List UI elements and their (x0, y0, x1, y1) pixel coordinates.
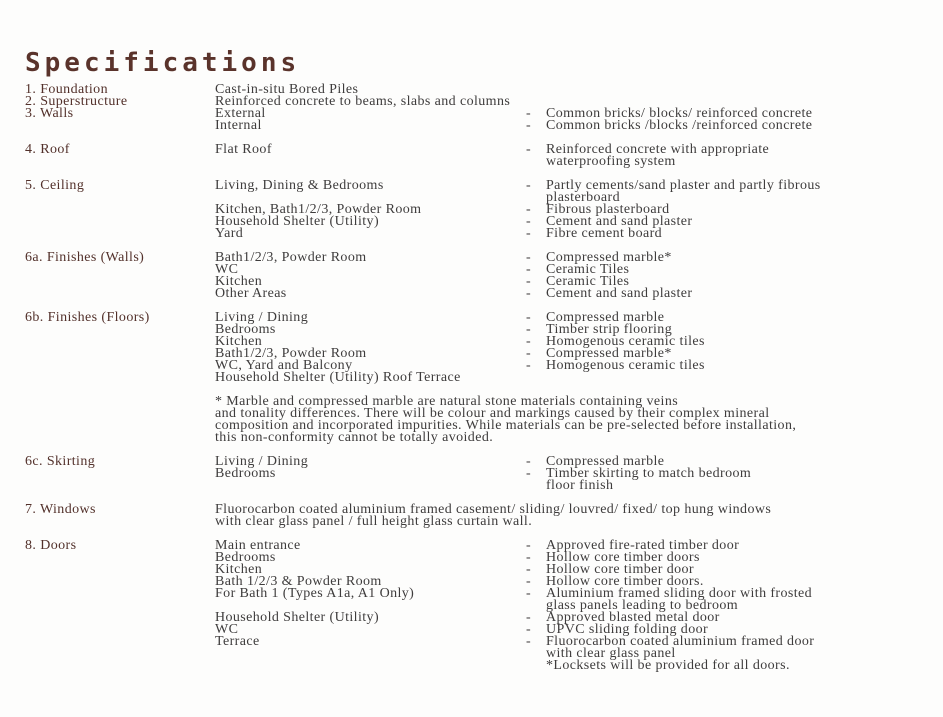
dash-bullet: - (526, 118, 532, 133)
spec-material-line: Hollow core timber door (546, 562, 694, 577)
spec-row (215, 372, 925, 384)
spec-location: Kitchen (215, 334, 263, 349)
spec-material-line: glass panels leading to bedroom (546, 598, 739, 613)
spec-material-line: Aluminium framed sliding door with frosted (546, 586, 813, 601)
dash-bullet: - (526, 226, 532, 241)
spec-row (215, 228, 925, 240)
spec-material-line: Ceramic Tiles (546, 274, 630, 289)
spec-location: Internal (215, 118, 262, 133)
spec-section-8-doors (25, 540, 925, 672)
spec-material-line: *Locksets will be provided for all doors. (546, 658, 790, 673)
spec-location: Other Areas (215, 286, 287, 301)
spec-location: Bath1/2/3, Powder Room (215, 346, 367, 361)
spec-material-line: Hollow core timber doors (546, 550, 700, 565)
spec-location: Living, Dining & Bedrooms (215, 178, 384, 193)
dash-bullet: - (526, 322, 532, 337)
section-label: 5. Ceiling (25, 178, 85, 193)
spec-location: Household Shelter (Utility) (215, 214, 380, 229)
marble-note-line: this non-conformity cannot be totally avoided. (215, 430, 494, 445)
section-body (215, 312, 925, 444)
spec-material (526, 144, 769, 168)
spec-row (215, 288, 925, 300)
dash-bullet: - (526, 574, 532, 589)
spec-material-line: Approved blasted metal door (546, 610, 720, 625)
spec-material-lines (546, 636, 814, 672)
spec-location: Main entrance (215, 538, 301, 553)
dash-bullet: - (526, 334, 532, 349)
spec-location (215, 504, 925, 528)
dash-bullet: - (526, 346, 532, 361)
marble-note-line: composition and incorporated impurities. While materials can be pre-selected before installation, (215, 418, 797, 433)
page-title: Specifications (25, 48, 301, 78)
spec-material (526, 180, 821, 204)
spec-location-line: with clear glass panel / full height glass curtain wall. (215, 514, 533, 529)
dash-bullet: - (526, 262, 532, 277)
spec-material-line: Compressed marble (546, 454, 665, 469)
spec-material-line: Cement and sand plaster (546, 214, 693, 229)
marble-note-line: and tonality differences. There will be colour and markings caused by their complex mineral (215, 406, 770, 421)
spec-material-line: Compressed marble* (546, 346, 672, 361)
section-body (215, 180, 925, 240)
section-label: 3. Walls (25, 106, 74, 121)
spec-location: Bedrooms (215, 550, 276, 565)
spec-location: WC (215, 262, 239, 277)
spec-location: Terrace (215, 634, 260, 649)
spec-material (526, 228, 662, 240)
spec-material-lines (546, 120, 812, 132)
section-body (215, 540, 925, 672)
section-label: 2. Superstructure (25, 94, 128, 109)
dash-bullet: - (526, 310, 532, 325)
spec-section-6c-skirting (25, 456, 925, 492)
spec-location: Reinforced concrete to beams, slabs and columns (215, 94, 511, 109)
spec-material-line: Fluorocarbon coated aluminium framed door (546, 634, 815, 649)
section-label: 8. Doors (25, 538, 77, 553)
spec-material (526, 468, 751, 492)
spec-material-line: Common bricks/ blocks/ reinforced concrete (546, 106, 813, 121)
dash-bullet: - (526, 466, 532, 481)
spec-row (215, 180, 925, 204)
spec-location: Living / Dining (215, 454, 309, 469)
section-body (215, 456, 925, 492)
spec-location: Household Shelter (Utility) Roof Terrace (215, 370, 461, 385)
spec-location: Cast-in-situ Bored Piles (215, 82, 359, 97)
dash-bullet: - (526, 274, 532, 289)
spec-location: WC, Yard and Balcony (215, 358, 353, 373)
spec-material-line: Partly cements/sand plaster and partly fibrous (546, 178, 821, 193)
dash-bullet: - (526, 178, 532, 193)
spec-location: Kitchen, Bath1/2/3, Powder Room (215, 202, 422, 217)
spec-section-7-windows (25, 504, 925, 528)
section-label: 1. Foundation (25, 82, 108, 97)
spec-material-line: Timber strip flooring (546, 322, 673, 337)
spec-material-lines (546, 468, 751, 492)
spec-material-lines (546, 180, 821, 204)
spec-location-line: Fluorocarbon coated aluminium framed casement/ sliding/ louvred/ fixed/ top hung windows (215, 502, 772, 517)
spec-material (526, 288, 692, 300)
dash-bullet: - (526, 586, 532, 601)
spec-material-lines (546, 144, 769, 168)
dash-bullet: - (526, 634, 532, 649)
spec-location: WC (215, 622, 239, 637)
spec-material-lines (546, 288, 692, 300)
dash-bullet: - (526, 454, 532, 469)
spec-material-line: with clear glass panel (546, 646, 676, 661)
section-label: 6a. Finishes (Walls) (25, 250, 145, 265)
dash-bullet: - (526, 538, 532, 553)
spec-row (215, 144, 925, 168)
spec-row (215, 588, 925, 612)
spec-section-3-walls (25, 108, 925, 132)
marble-note-line: * Marble and compressed marble are natural stone materials containing veins (215, 394, 679, 409)
spec-material-line: plasterboard (546, 190, 620, 205)
dash-bullet: - (526, 214, 532, 229)
spec-material (526, 588, 812, 612)
spec-material-line: Fibre cement board (546, 226, 663, 241)
section-body (215, 504, 925, 528)
spec-material-line: Common bricks /blocks /reinforced concrete (546, 118, 813, 133)
spec-location: Flat Roof (215, 142, 272, 157)
spec-material-line: Compressed marble* (546, 250, 672, 265)
spec-row (215, 636, 925, 672)
spec-material-line: Compressed marble (546, 310, 665, 325)
dash-bullet: - (526, 286, 532, 301)
spec-location: Household Shelter (Utility) (215, 610, 380, 625)
dash-bullet: - (526, 106, 532, 121)
section-body (215, 144, 925, 168)
spec-material (526, 636, 814, 672)
spec-location: Kitchen (215, 274, 263, 289)
spec-material-lines (546, 228, 662, 240)
marble-note (215, 396, 925, 444)
spec-material-line: UPVC sliding folding door (546, 622, 709, 637)
spec-material-line: Cement and sand plaster (546, 286, 693, 301)
dash-bullet: - (526, 550, 532, 565)
dash-bullet: - (526, 610, 532, 625)
spec-material-line: Fibrous plasterboard (546, 202, 670, 217)
spec-location: Bath1/2/3, Powder Room (215, 250, 367, 265)
section-body (215, 108, 925, 132)
spec-location: External (215, 106, 266, 121)
spec-row (215, 468, 925, 492)
dash-bullet: - (526, 562, 532, 577)
spec-location: Yard (215, 226, 244, 241)
spec-material-lines (546, 360, 705, 372)
dash-bullet: - (526, 202, 532, 217)
spec-material-line: Ceramic Tiles (546, 262, 630, 277)
spec-list (25, 84, 925, 672)
spec-material-line: Homogenous ceramic tiles (546, 334, 705, 349)
spec-material (526, 120, 812, 132)
dash-bullet: - (526, 250, 532, 265)
spec-section-6a-finishes-walls (25, 252, 925, 300)
spec-location: Bedrooms (215, 322, 276, 337)
spec-location: Living / Dining (215, 310, 309, 325)
section-label: 4. Roof (25, 142, 70, 157)
spec-row (215, 504, 925, 528)
section-label: 6b. Finishes (Floors) (25, 310, 150, 325)
dash-bullet: - (526, 622, 532, 637)
spec-location: For Bath 1 (Types A1a, A1 Only) (215, 586, 415, 601)
spec-material-line: floor finish (546, 478, 614, 493)
spec-material-line: Reinforced concrete with appropriate (546, 142, 770, 157)
spec-material-line: waterproofing system (546, 154, 676, 169)
spec-section-5-ceiling (25, 180, 925, 240)
section-label: 6c. Skirting (25, 454, 96, 469)
dash-bullet: - (526, 142, 532, 157)
spec-section-6b-finishes-floors (25, 312, 925, 444)
spec-material-line: Homogenous ceramic tiles (546, 358, 705, 373)
spec-material (526, 360, 705, 372)
spec-material-line: Hollow core timber doors. (546, 574, 704, 589)
spec-location: Bedrooms (215, 466, 276, 481)
spec-material-line: Approved fire-rated timber door (546, 538, 740, 553)
section-body (215, 252, 925, 300)
spec-location: Bath 1/2/3 & Powder Room (215, 574, 382, 589)
spec-row (215, 120, 925, 132)
section-label: 7. Windows (25, 502, 96, 517)
dash-bullet: - (526, 358, 532, 373)
spec-material-lines (546, 588, 812, 612)
spec-section-4-roof (25, 144, 925, 168)
spec-material-line: Timber skirting to match bedroom (546, 466, 752, 481)
spec-location: Kitchen (215, 562, 263, 577)
